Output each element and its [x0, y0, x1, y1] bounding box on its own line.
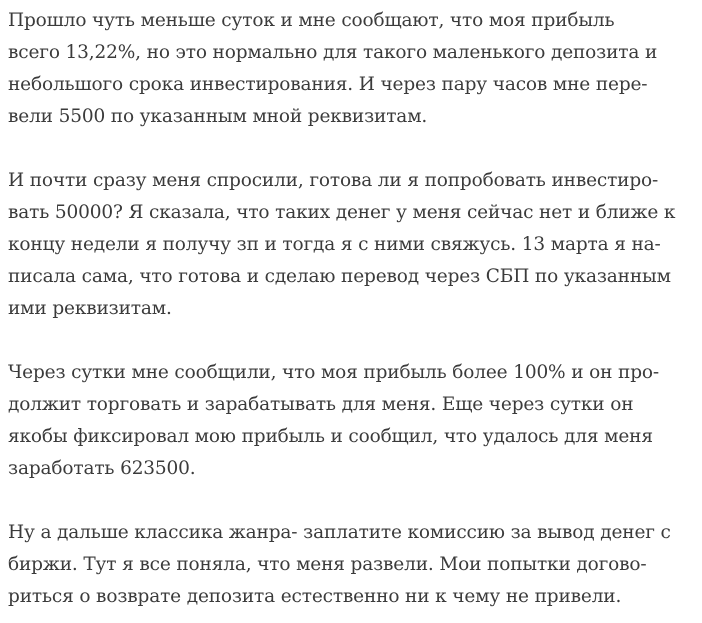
text-line: заработать 623500.	[8, 458, 196, 479]
paragraph-3	[8, 357, 698, 485]
text-line: писала сама, что готова и сделаю перевод через СБП по указанным	[8, 266, 671, 287]
text-line: биржи. Тут я все поняла, что меня развели. Мои попытки догово-	[8, 554, 647, 575]
text-line: ими реквизитам.	[8, 298, 172, 319]
text-line: якобы фиксировал мою прибыль и сообщил, что удалось для меня	[8, 426, 653, 447]
text-line: должит торговать и зарабатывать для меня. Еще через сутки он	[8, 394, 634, 415]
text-line: И почти сразу меня спросили, готова ли я попробовать инвестиро-	[8, 170, 659, 191]
text-line: Ну а дальше классика жанра- заплатите комиссию за вывод денег с	[8, 522, 671, 543]
text-line: концу недели я получу зп и тогда я с ними свяжусь. 13 марта я на-	[8, 234, 661, 255]
paragraph-spacer	[8, 325, 698, 357]
text-line: вели 5500 по указанным мной реквизитам.	[8, 106, 428, 127]
text-line: всего 13,22%, но это нормально для такого маленького депозита и	[8, 42, 658, 63]
paragraph-spacer	[8, 485, 698, 517]
text-line: Прошло чуть меньше суток и мне сообщают, что моя прибыль	[8, 10, 615, 31]
paragraph-spacer	[8, 133, 698, 165]
article-body	[8, 5, 698, 613]
paragraph-4	[8, 517, 698, 613]
text-line: вать 50000? Я сказала, что таких денег у меня сейчас нет и ближе к	[8, 202, 676, 223]
text-line: небольшого срока инвестирования. И через пару часов мне пере-	[8, 74, 648, 95]
text-line: риться о возврате депозита естественно ни к чему не привели.	[8, 586, 622, 607]
paragraph-2	[8, 165, 698, 325]
paragraph-1	[8, 5, 698, 133]
text-line: Через сутки мне сообщили, что моя прибыль более 100% и он про-	[8, 362, 659, 383]
